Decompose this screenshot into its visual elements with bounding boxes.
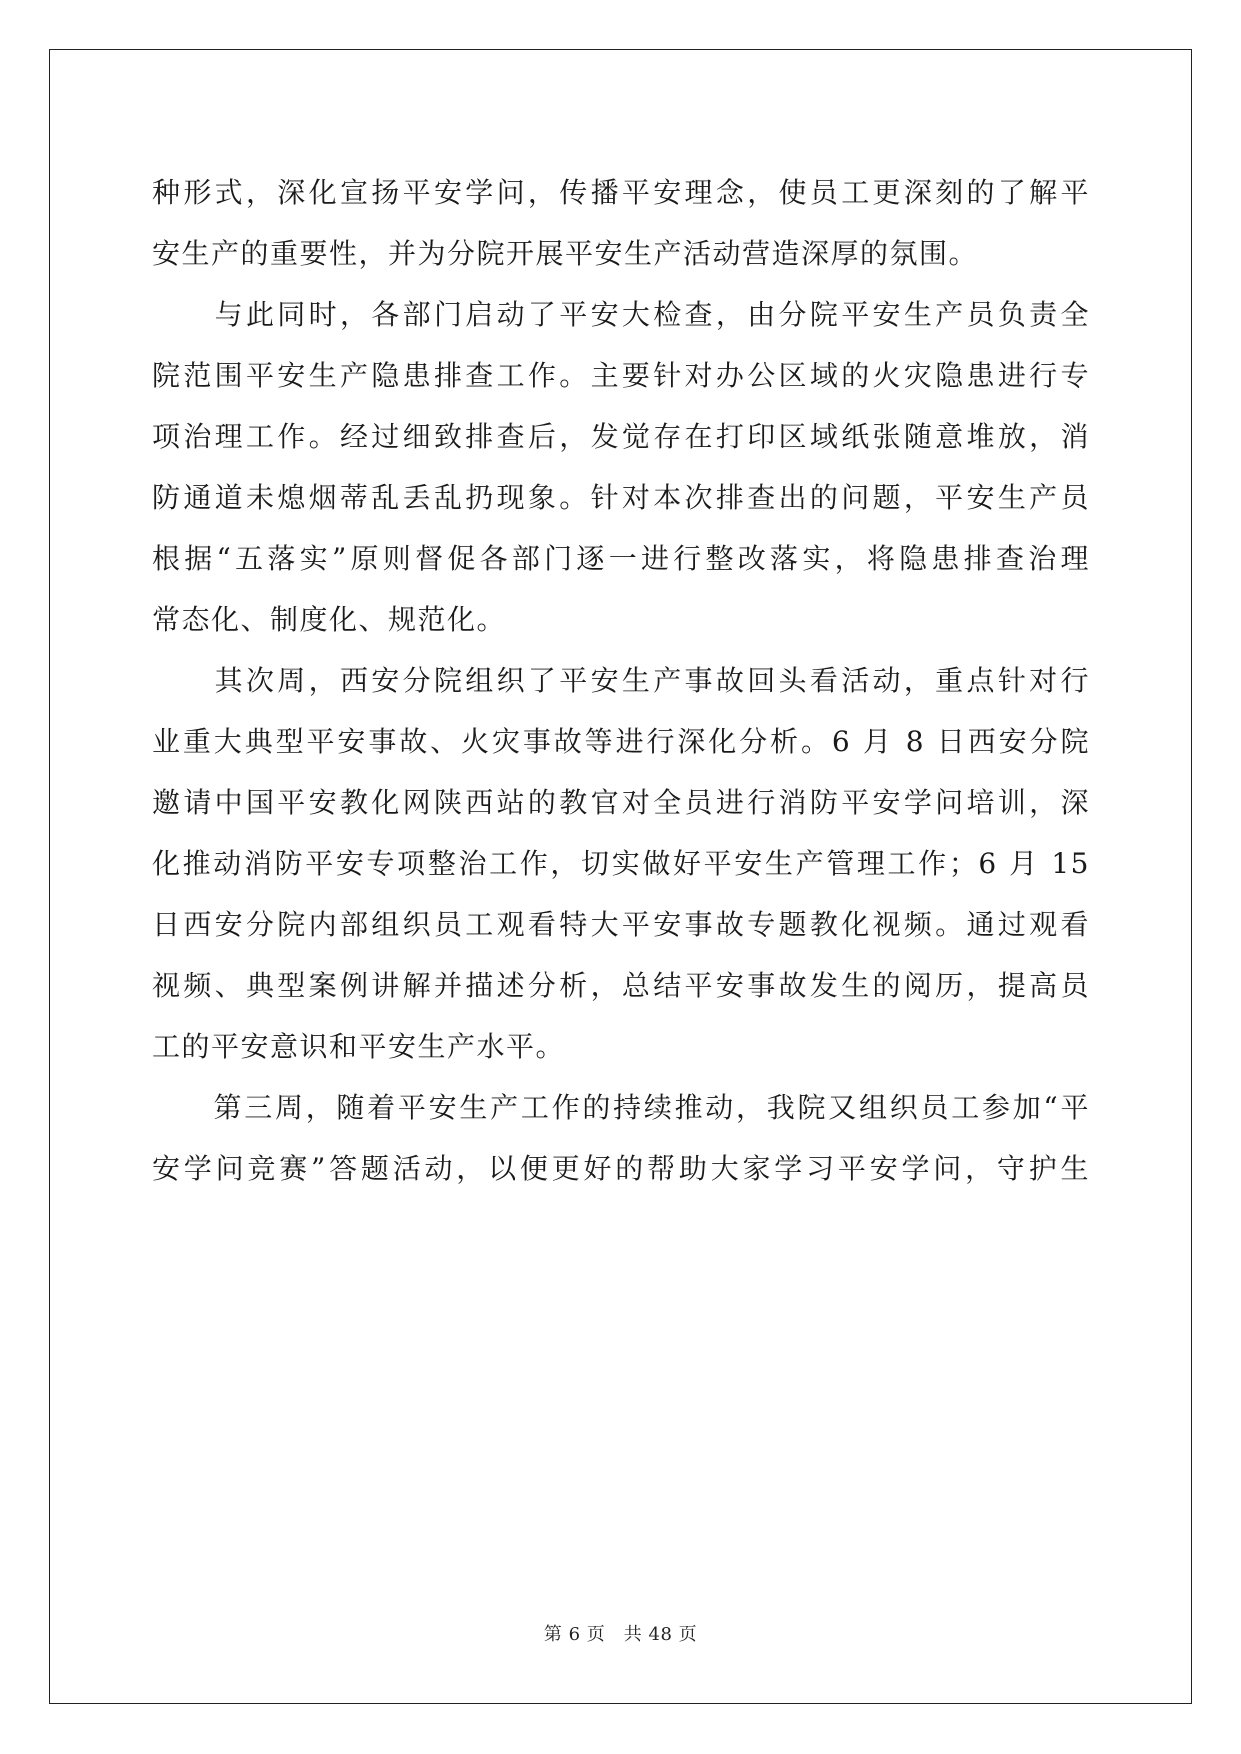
text-line: 邀请中国平安教化网陕西站的教官对全员进行消防平安学问培训，深	[152, 786, 1090, 819]
text-line: 第三周，随着平安生产工作的持续推动，我院又组织员工参加“平	[152, 1091, 1090, 1124]
document-body	[152, 162, 1090, 1199]
text-line: 其次周，西安分院组织了平安生产事故回头看活动，重点针对行	[152, 664, 1090, 697]
text-line: 常态化、制度化、规范化。	[152, 603, 507, 636]
text-line: 业重大典型平安事故、火灾事故等进行深化分析。6 月 8 日西安分院	[152, 725, 1090, 758]
text-line: 化推动消防平安专项整治工作，切实做好平安生产管理工作；6 月 15	[152, 847, 1090, 880]
page-footer	[0, 1620, 1241, 1646]
text-line: 安学问竞赛”答题活动，以便更好的帮助大家学习平安学问，守护生	[152, 1152, 1090, 1185]
text-line: 防通道未熄烟蒂乱丢乱扔现象。针对本次排查出的问题，平安生产员	[152, 481, 1090, 514]
text-line: 根据“五落实”原则督促各部门逐一进行整改落实，将隐患排查治理	[152, 542, 1090, 575]
page-number-label: 第 6 页 共 48 页	[543, 1624, 698, 1645]
text-line: 与此同时，各部门启动了平安大检查，由分院平安生产员负责全	[152, 298, 1090, 331]
text-line: 日西安分院内部组织员工观看特大平安事故专题教化视频。通过观看	[152, 908, 1090, 941]
paragraph-1	[152, 162, 1090, 284]
text-line: 视频、典型案例讲解并描述分析，总结平安事故发生的阅历，提高员	[152, 969, 1090, 1002]
text-line: 项治理工作。经过细致排查后，发觉存在打印区域纸张随意堆放，消	[152, 420, 1090, 453]
text-line: 工的平安意识和平安生产水平。	[152, 1030, 566, 1063]
text-line: 院范围平安生产隐患排查工作。主要针对办公区域的火灾隐患进行专	[152, 359, 1090, 392]
paragraph-4	[152, 1077, 1090, 1199]
text-line: 安生产的重要性，并为分院开展平安生产活动营造深厚的氛围。	[152, 237, 979, 270]
text-line: 种形式，深化宣扬平安学问，传播平安理念，使员工更深刻的了解平	[152, 176, 1090, 209]
paragraph-2	[152, 284, 1090, 650]
paragraph-3	[152, 650, 1090, 1077]
